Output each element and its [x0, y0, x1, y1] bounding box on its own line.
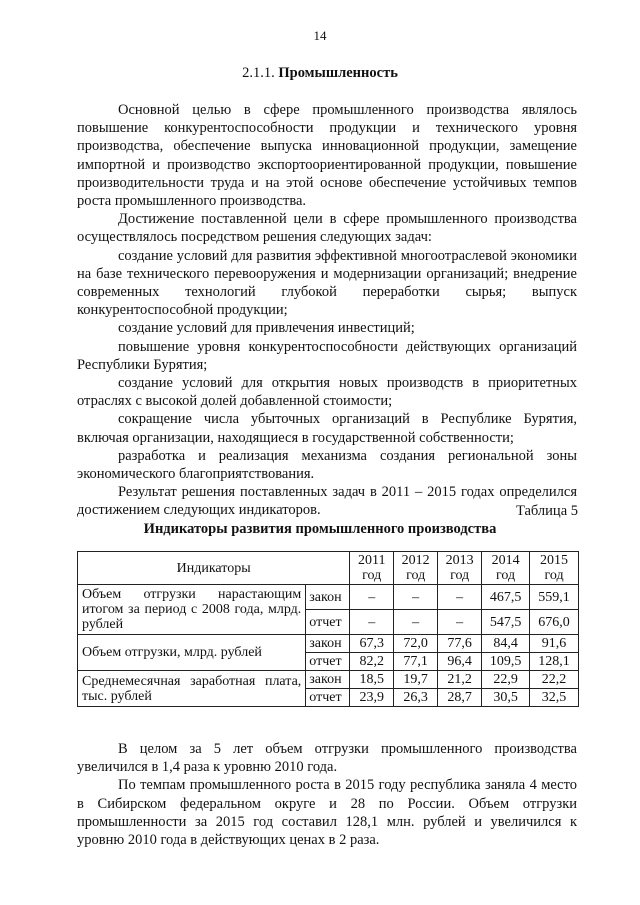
- value-cell: 77,1: [394, 653, 438, 671]
- value-cell: 21,2: [438, 671, 482, 689]
- value-cell: 30,5: [482, 689, 530, 707]
- value-cell: 91,6: [530, 635, 579, 653]
- task-item: повышение уровня конкурентоспособности действующих организаций Республики Бурятия;: [77, 338, 577, 373]
- value-cell: –: [394, 585, 438, 610]
- paragraph: Результат решения поставленных задач в 2011 – 2015 годах определился достижением следующих индикаторов.: [77, 484, 577, 519]
- header-year: 2012 год: [394, 552, 438, 585]
- plan-label: закон: [306, 635, 350, 653]
- table-row: [78, 585, 579, 610]
- task-item: разработка и реализация механизма создания региональной зоны экономического благоприятствования.: [77, 447, 577, 483]
- value-cell: 82,2: [350, 653, 394, 671]
- value-cell: 22,9: [482, 671, 530, 689]
- value-cell: 18,5: [350, 671, 394, 689]
- header-year: 2015 год: [530, 552, 579, 585]
- value-cell: 676,0: [530, 610, 579, 635]
- body-text-top: [77, 101, 577, 520]
- indicator-cell: Объем отгрузки нарастающим итогом за период с 2008 года, млрд. рублей: [78, 585, 306, 635]
- fact-label: отчет: [306, 610, 350, 635]
- plan-label: закон: [306, 585, 350, 610]
- paragraph: Основной целью в сфере промышленного производства являлось повышение конкурентоспособности продукции и технического уровня производства, обеспечение выпуска инновационной продукции, замещение импортной и производство экспортоориентированной продукции, повышение производительности труда и на этой основе обеспечение устойчивых темпов роста промышленного производства.: [77, 102, 577, 210]
- table-title: Индикаторы развития промышленного производства: [143, 521, 497, 537]
- table-label: Таблица 5: [515, 503, 578, 519]
- paragraph: В целом за 5 лет объем отгрузки промышленного производства увеличился в 1,4 раза к уровню 2010 года.: [77, 741, 577, 776]
- task-item: сокращение числа убыточных организаций в Республике Бурятия, включая организации, находящиеся в государственной собственности;: [77, 411, 577, 446]
- indicator-cell: Среднемесячная заработная плата, тыс. рублей: [78, 671, 306, 707]
- value-cell: 19,7: [394, 671, 438, 689]
- value-cell: 128,1: [530, 653, 579, 671]
- value-cell: –: [394, 610, 438, 635]
- header-year: 2013 год: [438, 552, 482, 585]
- page-number: 14: [313, 28, 327, 43]
- value-cell: 23,9: [350, 689, 394, 707]
- task-item: создание условий для привлечения инвестиций;: [118, 320, 415, 337]
- indicators-table: [77, 551, 579, 707]
- paragraph: По темпам промышленного роста в 2015 году республика заняла 4 место в Сибирском федеральном округе и 28 по России. Объем отгрузки промышленности за 2015 год составил 128,1 млн. рублей и увеличился к уровню 2010 года в действующих ценах в 2 раза.: [77, 777, 577, 849]
- value-cell: 547,5: [482, 610, 530, 635]
- value-cell: 28,7: [438, 689, 482, 707]
- value-cell: –: [350, 610, 394, 635]
- section-title: Промышленность: [278, 65, 398, 81]
- fact-label: отчет: [306, 689, 350, 707]
- header-year: 2011 год: [350, 552, 394, 585]
- value-cell: 559,1: [530, 585, 579, 610]
- value-cell: 22,2: [530, 671, 579, 689]
- value-cell: 67,3: [350, 635, 394, 653]
- value-cell: 96,4: [438, 653, 482, 671]
- header-indicators: Индикаторы: [78, 552, 350, 585]
- task-item: создание условий для развития эффективной многоотраслевой экономики на базе технического перевооружения и модернизации организаций; внедрение современных технологий глубокой переработки сырья; выпуск конкурентоспособной продукции;: [77, 247, 577, 319]
- section-number: 2.1.1.: [242, 65, 275, 81]
- value-cell: 72,0: [394, 635, 438, 653]
- plan-label: закон: [306, 671, 350, 689]
- value-cell: –: [438, 585, 482, 610]
- fact-label: отчет: [306, 653, 350, 671]
- value-cell: 84,4: [482, 635, 530, 653]
- paragraph: Достижение поставленной цели в сфере промышленного производства осуществлялось посредством решения следующих задач:: [77, 211, 577, 246]
- header-year: 2014 год: [482, 552, 530, 585]
- value-cell: 467,5: [482, 585, 530, 610]
- value-cell: 109,5: [482, 653, 530, 671]
- value-cell: 26,3: [394, 689, 438, 707]
- value-cell: 77,6: [438, 635, 482, 653]
- table-row: [78, 671, 579, 689]
- body-text-bottom: [77, 740, 577, 849]
- value-cell: –: [350, 585, 394, 610]
- table-row: [78, 635, 579, 653]
- value-cell: 32,5: [530, 689, 579, 707]
- indicator-cell: Объем отгрузки, млрд. рублей: [78, 635, 306, 671]
- section-heading: [0, 65, 640, 82]
- table-header-row: [78, 552, 579, 585]
- value-cell: –: [438, 610, 482, 635]
- task-item: создание условий для открытия новых производств в приоритетных отраслях с высокой долей добавленной стоимости;: [77, 375, 577, 410]
